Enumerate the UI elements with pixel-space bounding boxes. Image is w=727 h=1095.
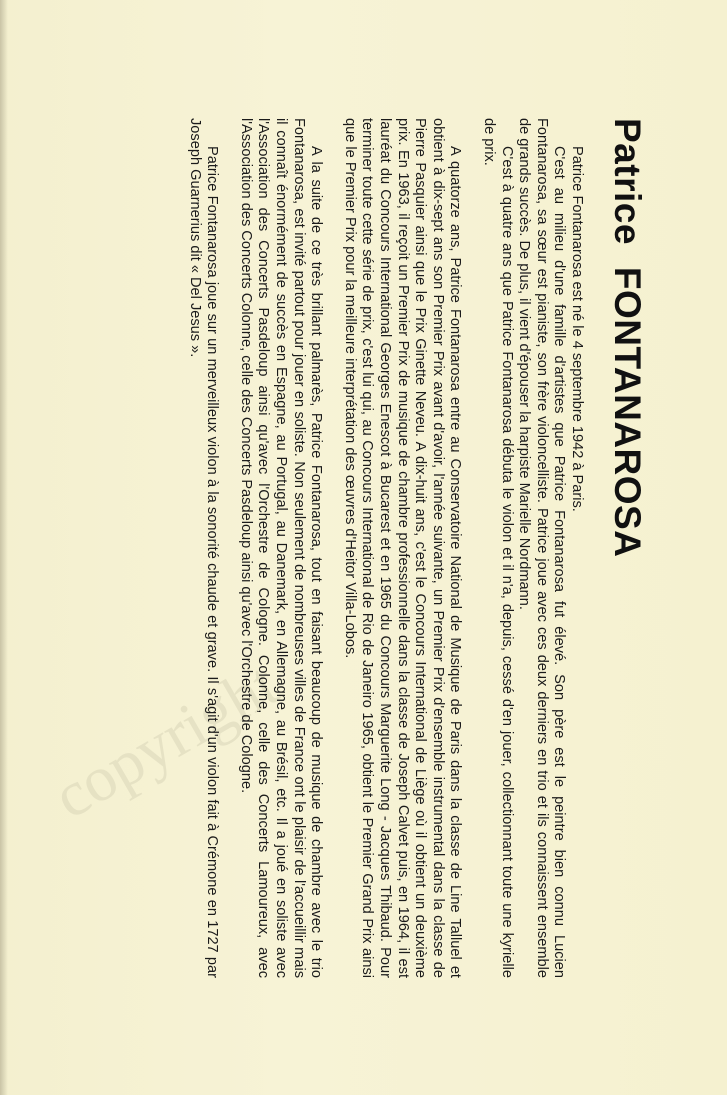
paragraph-birth: Patrice Fontanarosa est né le 4 septembre 1942 à Paris. <box>569 146 585 512</box>
paragraph-career: A la suite de ce très brillant palmarès, Patrice Fontanarosa, tout en faisant beaucoup de musique de chambre avec le trio Fontanarosa, est invité partout pour jouer en soliste. Non seulement de nombreuses villes de France ont le plaisir de l'accueillir mais il connaît énormément de succès en Espagne, au Portugal, au Danemark, en Allemagne, au Brésil, etc. Il a joué en soliste avec l'Association des Concerts Pasdeloup ainsi qu'avec l'Orchestre de Cologne. Colonne, celle des Concerts Lamoureux, avec l'Association des Concerts Colonne, celle des Concerts Pasdeloup ainsi qu'avec l'Orchestre de Cologne. <box>237 118 325 978</box>
paragraph-conservatoire: A quatorze ans, Patrice Fontanarosa entre au Conservatoire National de Musique de Paris dans la classe de Line Talluel et obtient à dix-sept ans son Premier Prix avant d'avoir, l'année suivante, un Premier Prix d'ensemble instrumental dans la classe de Pierre Pasquier ainsi que le Prix Ginette Neveu. A dix-huit ans, c'est le Concours International de Liège où il obtient un deuxième prix. En 1963, il reçoit un Premier Prix de musique de chambre professionnelle dans la classe de Joseph Calvet puis, en 1964, il est lauréat du Concours International Georges Enescot à Bucarest et en 1965 du Concours Marguerite Long - Jacques Thibaud. Pour terminer toute cette série de prix, c'est lui qui, au Concours International de Rio de Janeiro 1965, obtient le Premier Grand Prix ainsi que le Premier Prix pour la meilleure interprétation des œuvres d'Heitor Villa-Lobos. <box>341 118 464 978</box>
paragraph-gap <box>324 118 340 978</box>
paragraph-family: C'est au milieu d'une famille d'artistes que Patrice Fontanarosa fut élevé. Son père est le peintre bien connu Lucien Fontanarosa, sa sœur est pianiste, son frère violoncelliste. Patrice joue avec ces deux derniers en trio et ils connaissent ensemble de grands succès. De plus, il vient d'épouser la harpiste Marielle Nordmann. <box>516 118 568 978</box>
paragraph-beginnings: C'est à quatre ans que Patrice Fontanarosa débuta le violon et il n'a, depuis, cessé d'en jouer, collectionnant toute une kyrielle de prix. <box>481 118 515 978</box>
watermark-text: copyright <box>41 647 290 833</box>
biography-content <box>185 118 649 978</box>
title-last-name: FONTANAROSA <box>607 266 648 558</box>
paragraph-instrument: Patrice Fontanarosa joue sur un merveilleux violon à la sonorité chaude et grave. Il s'agit d'un violon fait à Crémone en 1727 par Joseph Guarnerius dit « Del Jesus ». <box>186 118 221 978</box>
paragraph-gap <box>463 118 479 978</box>
page-title <box>605 118 649 978</box>
paragraph-gap <box>220 118 236 978</box>
title-first-name: Patrice <box>607 118 648 245</box>
